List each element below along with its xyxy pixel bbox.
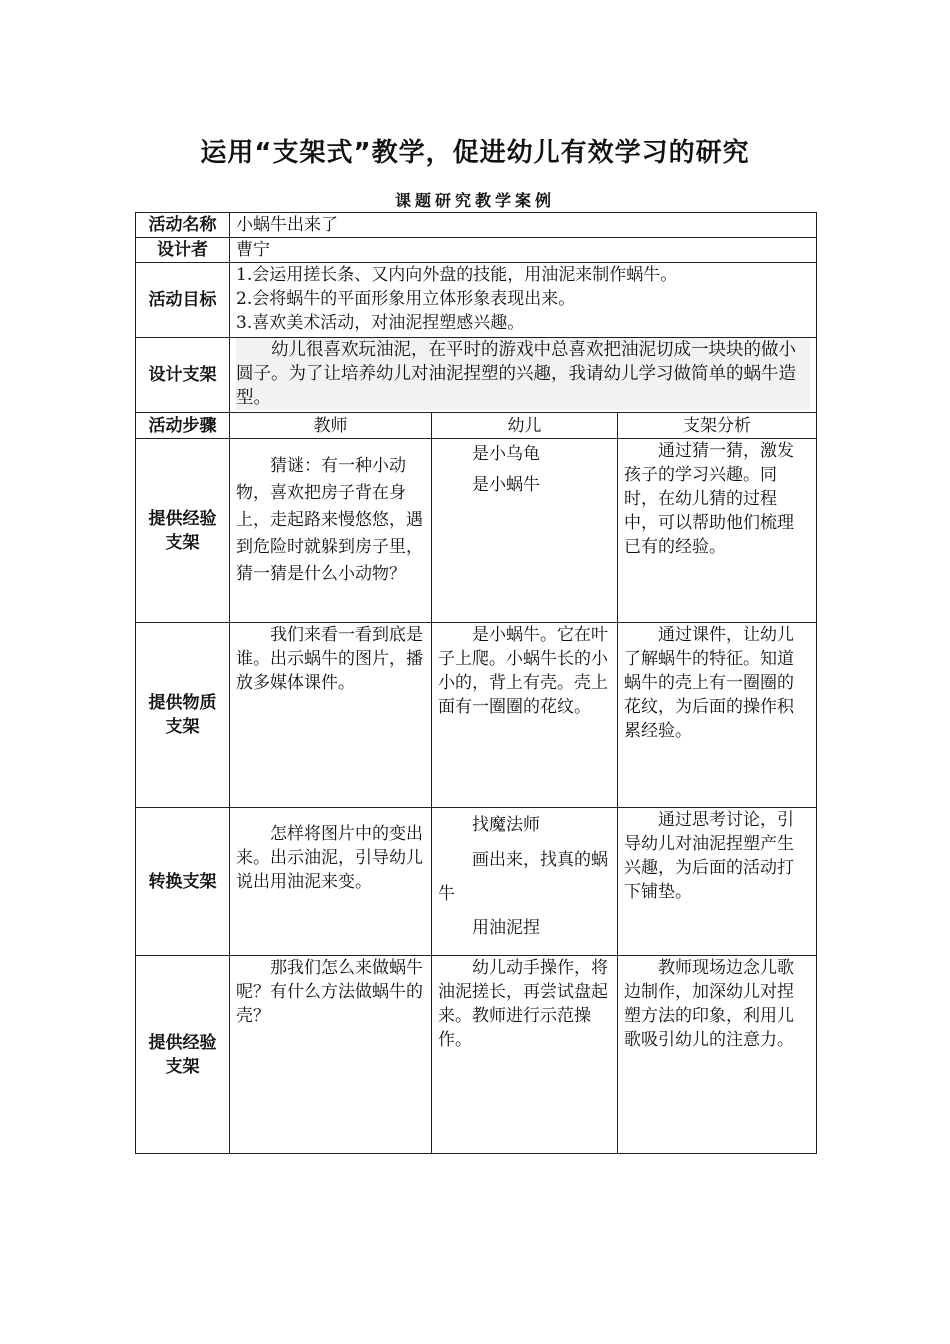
activity-name-label: 活动名称 bbox=[136, 213, 230, 238]
step-analysis-text: 通过课件，让幼儿了解蜗牛的特征。知道蜗牛的壳上有一圈圈的花纹，为后面的操作积累经验。 bbox=[624, 625, 794, 741]
step-child-text: 是小乌龟 bbox=[472, 444, 540, 464]
designer-value: 曹宁 bbox=[230, 238, 817, 263]
teacher-column-header: 教师 bbox=[230, 413, 432, 439]
step-label-line: 支架 bbox=[165, 717, 200, 737]
step-row bbox=[136, 439, 817, 623]
step-analysis-cell bbox=[618, 439, 817, 623]
lesson-case-table bbox=[135, 212, 817, 1154]
goal-item: 3.喜欢美术活动，对油泥捏塑感兴趣。 bbox=[236, 313, 525, 333]
step-analysis-text: 教师现场边念儿歌边制作，加深幼儿对捏塑方法的印象，利用儿歌吸引幼儿的注意力。 bbox=[624, 958, 794, 1050]
activity-name-value: 小蜗牛出来了 bbox=[230, 213, 817, 238]
row-steps-header bbox=[136, 413, 817, 439]
step-row bbox=[136, 956, 817, 1154]
child-column-header: 幼儿 bbox=[432, 413, 618, 439]
step-analysis-cell bbox=[618, 623, 817, 808]
step-child-text: 画出来，找真的蜗牛 bbox=[438, 850, 608, 904]
designer-label: 设计者 bbox=[136, 238, 230, 263]
step-teacher-text: 怎样将图片中的变出来。出示油泥，引导幼儿说出用油泥来变。 bbox=[236, 824, 423, 892]
step-analysis-text: 通过猜一猜，激发孩子的学习兴趣。同时，在幼儿猜的过程中，可以帮助他们梳理已有的经验。 bbox=[624, 441, 794, 557]
design-frame-text-cell bbox=[230, 338, 817, 413]
goals-label: 活动目标 bbox=[136, 263, 230, 338]
step-label: 转换支架 bbox=[136, 808, 230, 956]
steps-label: 活动步骤 bbox=[136, 413, 230, 439]
step-label bbox=[136, 623, 230, 808]
goals-list bbox=[230, 263, 817, 338]
design-frame-label: 设计支架 bbox=[136, 338, 230, 413]
step-label-line: 支架 bbox=[165, 532, 200, 553]
step-row bbox=[136, 808, 817, 956]
row-designer bbox=[136, 238, 817, 263]
step-child-cell bbox=[432, 956, 618, 1154]
step-label-line: 提供经验 bbox=[148, 1032, 217, 1053]
goal-item: 2.会将蜗牛的平面形象用立体形象表现出来。 bbox=[236, 289, 576, 309]
step-teacher-cell bbox=[230, 956, 432, 1154]
analysis-column-header: 支架分析 bbox=[618, 413, 817, 439]
row-design-frame bbox=[136, 338, 817, 413]
page-subtitle: 课题研究教学案例 bbox=[394, 191, 555, 210]
step-child-text: 找魔法师 bbox=[472, 815, 540, 835]
step-child-cell bbox=[432, 439, 618, 623]
step-teacher-cell bbox=[230, 623, 432, 808]
step-analysis-cell bbox=[618, 956, 817, 1154]
step-label bbox=[136, 439, 230, 623]
design-frame-text: 幼儿很喜欢玩油泥，在平时的游戏中总喜欢把油泥切成一块块的做小圆子。为了让培养幼儿对油泥捏塑的兴趣，我请幼儿学习做简单的蜗牛造型。 bbox=[236, 338, 810, 410]
step-label-line: 支架 bbox=[165, 1056, 200, 1077]
step-analysis-text: 通过思考讨论，引导幼儿对油泥捏塑产生兴趣，为后面的活动打下铺垫。 bbox=[624, 810, 794, 902]
goal-item: 1.会运用搓长条、又内向外盘的技能，用油泥来制作蜗牛。 bbox=[236, 265, 678, 285]
step-child-text: 幼儿动手操作，将油泥搓长，再尝试盘起来。教师进行示范操作。 bbox=[438, 958, 608, 1050]
step-teacher-cell bbox=[230, 439, 432, 623]
step-teacher-text: 那我们怎么来做蜗牛呢？有什么方法做蜗牛的壳？ bbox=[236, 958, 423, 1026]
step-analysis-cell bbox=[618, 808, 817, 956]
step-teacher-text: 猜谜：有一种小动物，喜欢把房子背在身上，走起路来慢悠悠，遇到危险时就躲到房子里，猜一猜是什么小动物？ bbox=[236, 456, 423, 584]
step-child-text: 是小蜗牛 bbox=[472, 475, 540, 495]
row-goals bbox=[136, 263, 817, 338]
page-title: 运用“支架式”教学，促进幼儿有效学习的研究 bbox=[200, 138, 750, 168]
row-activity-name bbox=[136, 213, 817, 238]
step-child-cell bbox=[432, 623, 618, 808]
step-label-line: 提供经验 bbox=[148, 508, 217, 529]
step-label-line: 提供物质 bbox=[148, 693, 217, 713]
step-child-text: 用油泥捏 bbox=[472, 918, 540, 938]
step-label bbox=[136, 956, 230, 1154]
step-teacher-text: 我们来看一看到底是谁。出示蜗牛的图片，播放多媒体课件。 bbox=[236, 625, 423, 693]
step-row bbox=[136, 623, 817, 808]
step-child-text: 是小蜗牛。它在叶子上爬。小蜗牛长的小小的，背上有壳。壳上面有一圈圈的花纹。 bbox=[438, 625, 608, 717]
step-child-cell bbox=[432, 808, 618, 956]
step-teacher-cell bbox=[230, 808, 432, 956]
